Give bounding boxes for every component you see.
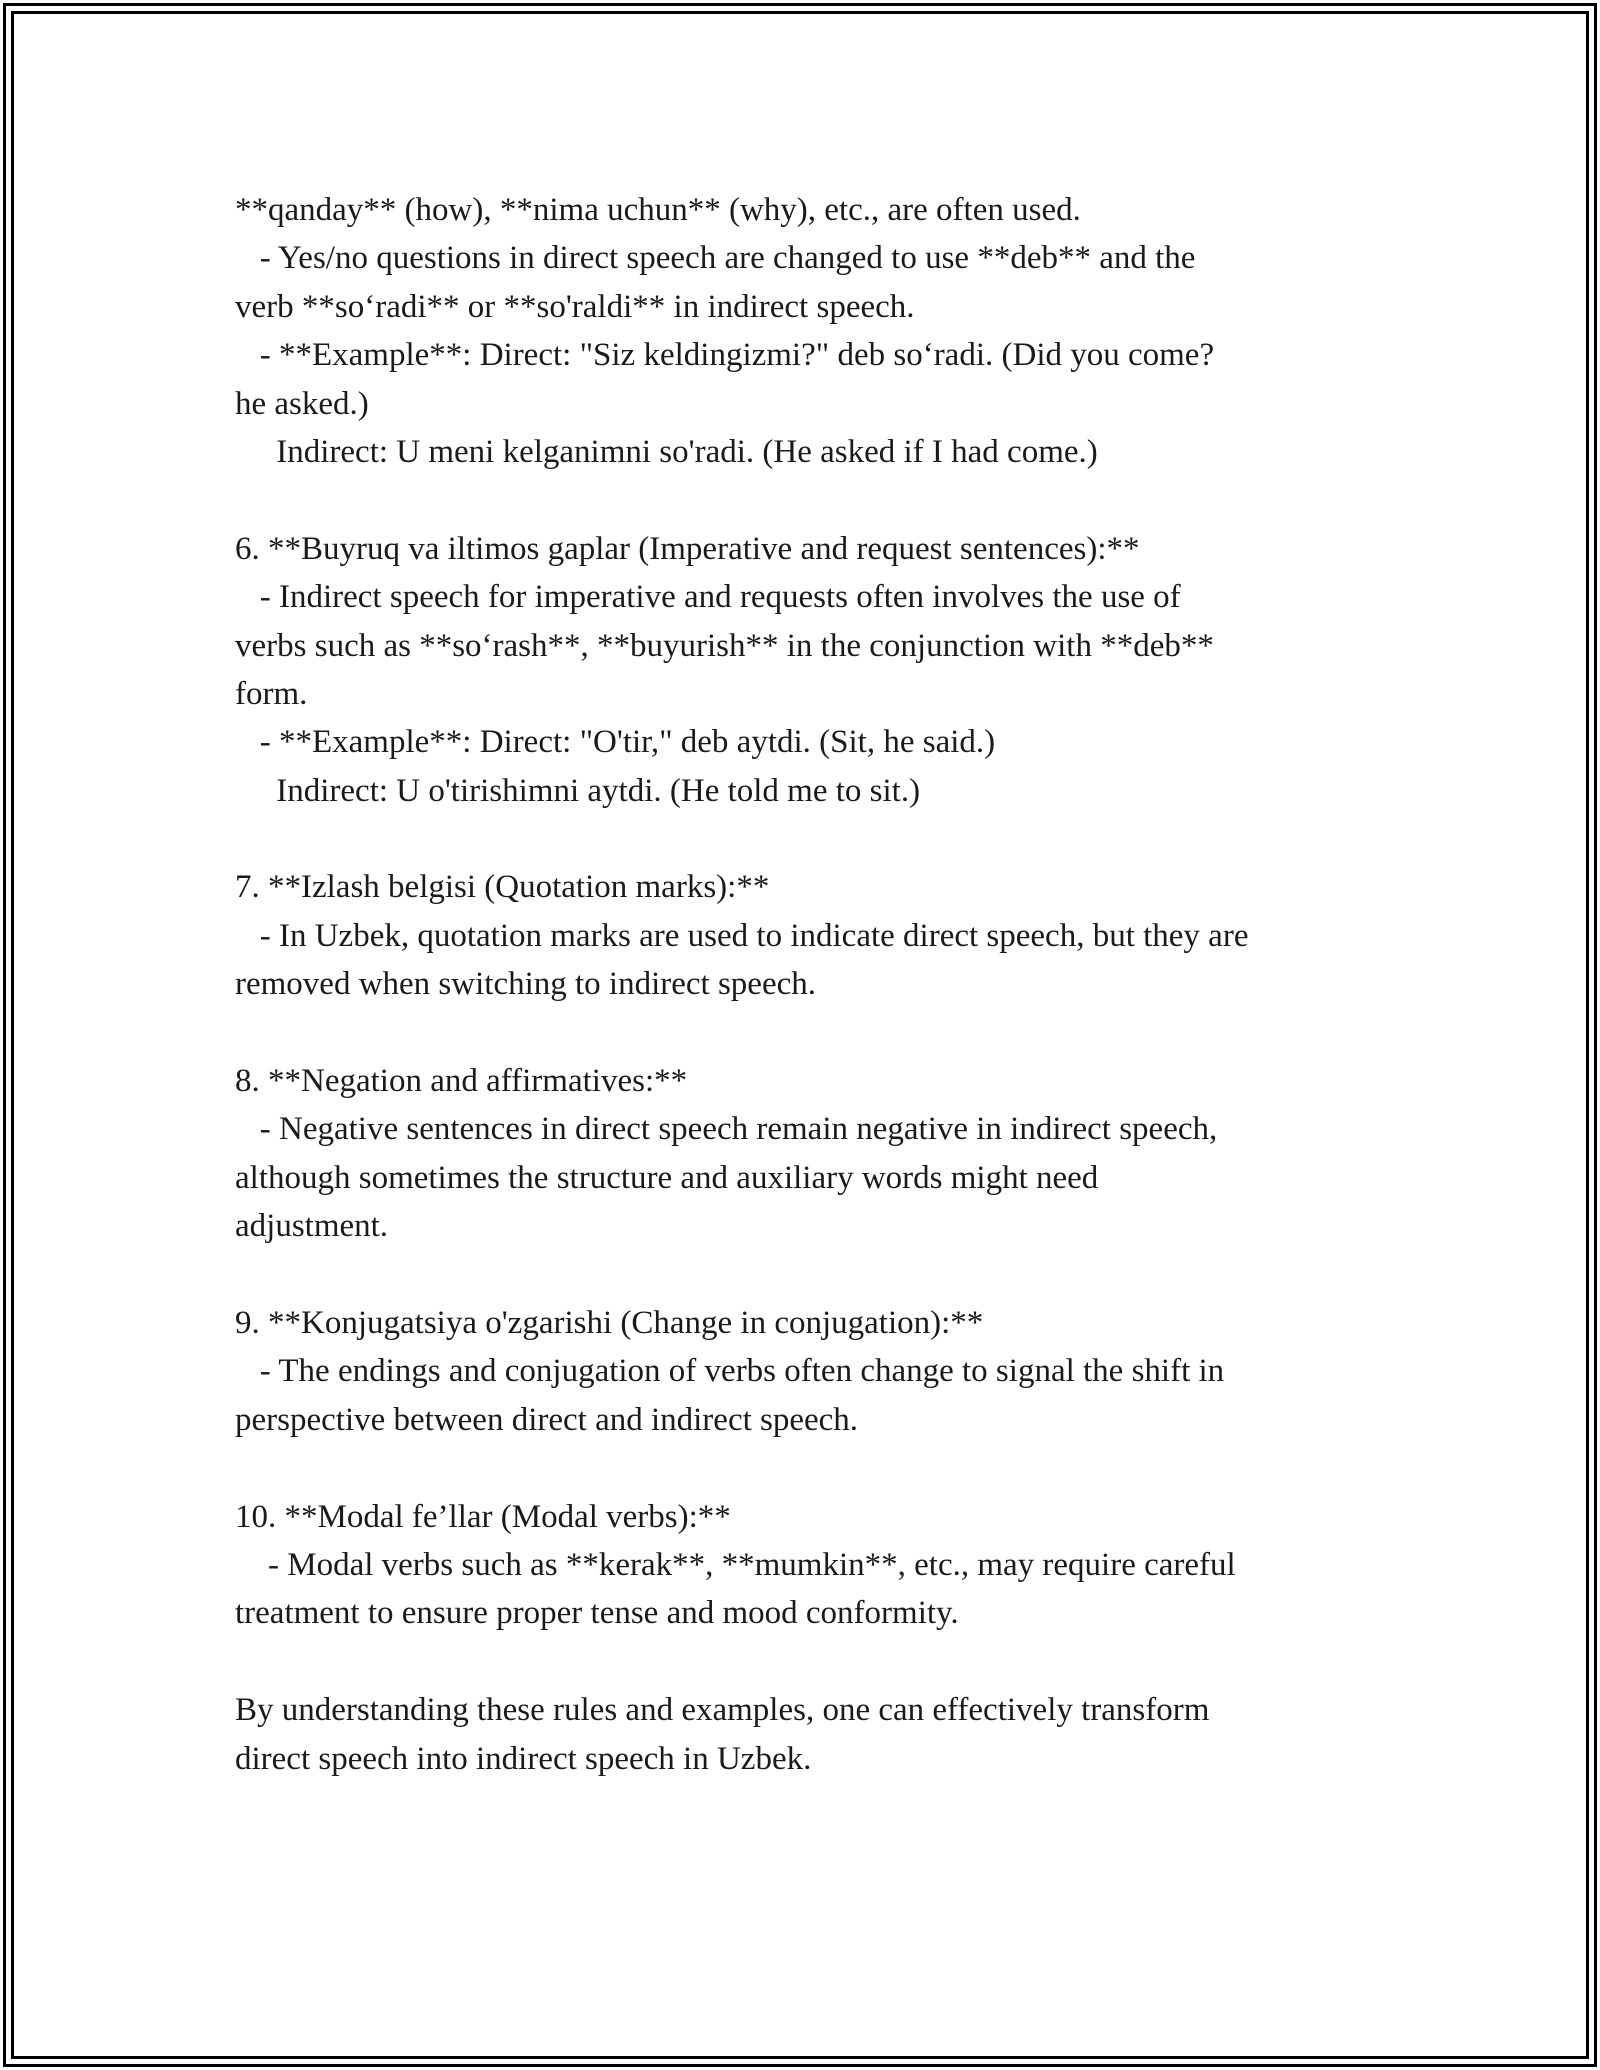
text-line: removed when switching to indirect speech. (235, 966, 816, 1003)
blank-line (235, 1009, 1405, 1057)
blank-line (235, 815, 1405, 863)
section-heading-10: 10. **Modal fe’llar (Modal verbs):** (235, 1498, 731, 1535)
section-heading-6: 6. **Buyruq va iltimos gaplar (Imperative and request sentences):** (235, 530, 1140, 567)
blank-line (235, 1638, 1405, 1686)
blank-line (235, 476, 1405, 524)
text-line: verbs such as **so‘rash**, **buyurish** in the conjunction with **deb** (235, 627, 1214, 664)
text-line: he asked.) (235, 385, 369, 422)
text-line: form. (235, 675, 308, 712)
text-line: although sometimes the structure and auxiliary words might need (235, 1159, 1099, 1196)
text-line: - In Uzbek, quotation marks are used to indicate direct speech, but they are (235, 917, 1249, 954)
conclusion-line: direct speech into indirect speech in Uzbek. (235, 1740, 812, 1777)
text-line: verb **so‘radi** or **so'raldi** in indirect speech. (235, 288, 915, 325)
section-heading-9: 9. **Konjugatsiya o'zgarishi (Change in conjugation):** (235, 1304, 984, 1341)
text-line: **qanday** (how), **nima uchun** (why), etc., are often used. (235, 192, 1081, 228)
blank-line (235, 1251, 1405, 1299)
text-line: - The endings and conjugation of verbs often change to signal the shift in (235, 1353, 1225, 1390)
section-heading-8: 8. **Negation and affirmatives:** (235, 1063, 688, 1100)
document-body (235, 186, 1405, 1783)
text-line: perspective between direct and indirect speech. (235, 1401, 859, 1438)
text-line: - Modal verbs such as **kerak**, **mumkin**, etc., may require careful (235, 1546, 1236, 1583)
section-heading-7: 7. **Izlash belgisi (Quotation marks):** (235, 869, 770, 906)
text-line: - **Example**: Direct: "O'tir," deb aytdi. (Sit, he said.) (235, 724, 996, 761)
text-line: Indirect: U o'tirishimni aytdi. (He told me to sit.) (235, 772, 921, 809)
blank-line (235, 1444, 1405, 1492)
conclusion-line: By understanding these rules and examples, one can effectively transform (235, 1692, 1210, 1729)
text-line: - **Example**: Direct: "Siz keldingizmi?" deb so‘radi. (Did you come? (235, 337, 1215, 374)
text-line: adjustment. (235, 1208, 389, 1245)
text-line: - Indirect speech for imperative and requests often involves the use of (235, 579, 1181, 616)
text-line: treatment to ensure proper tense and mood conformity. (235, 1595, 959, 1632)
text-line: - Negative sentences in direct speech remain negative in indirect speech, (235, 1111, 1218, 1148)
text-line: - Yes/no questions in direct speech are changed to use **deb** and the (235, 240, 1196, 277)
text-line: Indirect: U meni kelganimni so'radi. (He asked if I had come.) (235, 433, 1098, 470)
